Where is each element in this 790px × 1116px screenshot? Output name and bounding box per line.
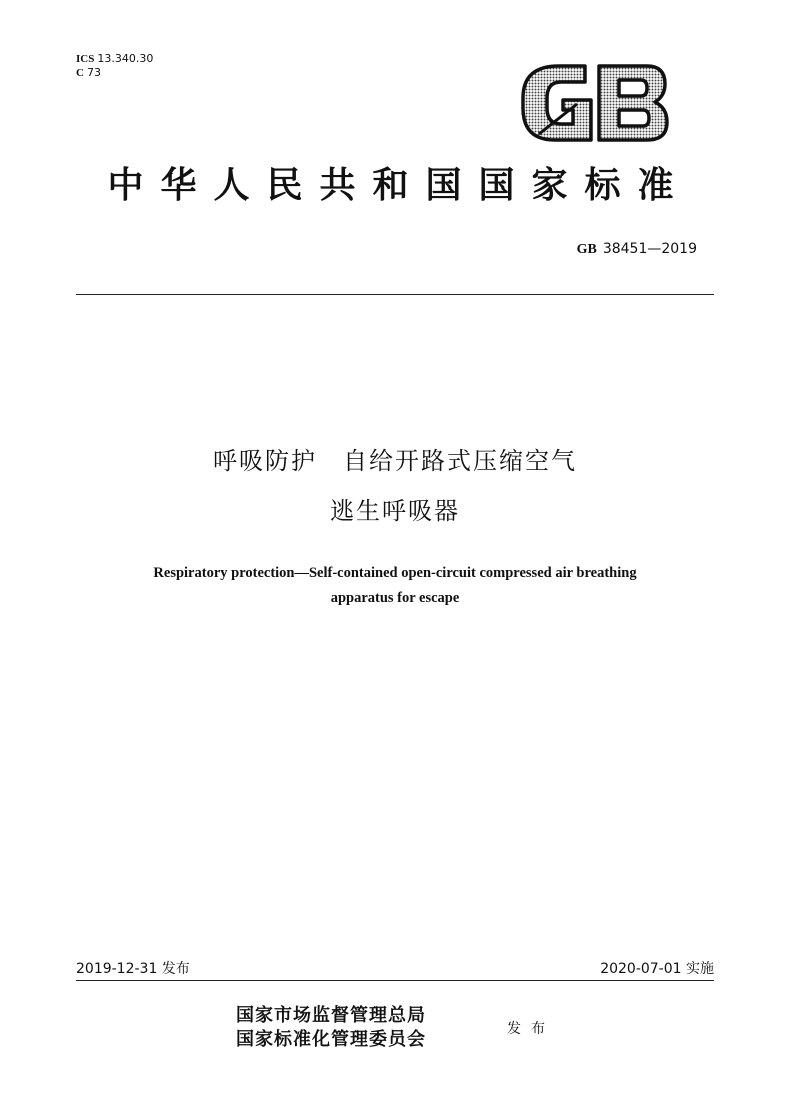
issuer-samr: 国家市场监督管理总局: [236, 1005, 426, 1026]
standard-prefix: GB: [576, 242, 597, 257]
title-en-line1: Respiratory protection—Self-contained open-circuit compressed air breathing: [153, 565, 637, 581]
ccs-line: [76, 66, 153, 80]
issue-date: 2019-12-31 发布: [76, 961, 190, 977]
title-cn-line1: 呼吸防护 自给开路式压缩空气: [213, 447, 577, 475]
national-standard-heading: 中华人民共和国国家标准: [107, 164, 691, 206]
standard-code: 38451—2019: [602, 241, 697, 257]
gb-logo: [519, 64, 669, 142]
footer-divider: [76, 980, 714, 981]
ccs-code: 73: [86, 66, 101, 79]
ics-line: [76, 52, 153, 66]
ccs-label: C: [76, 67, 84, 79]
issuer-sac: 国家标准化管理委员会: [236, 1029, 426, 1050]
classification-codes: [76, 52, 153, 80]
implementation-date: 2020-07-01 实施: [600, 961, 714, 977]
issuing-authorities: [236, 1004, 426, 1052]
publish-label: 发布: [507, 1021, 555, 1037]
standard-number: [577, 240, 697, 259]
ics-label: ICS: [76, 53, 95, 65]
title-cn-line2: 逃生呼吸器: [330, 497, 460, 525]
title-en-line2: apparatus for escape: [330, 590, 460, 606]
ics-code: 13.340.30: [97, 52, 154, 65]
header-divider: [76, 294, 714, 295]
